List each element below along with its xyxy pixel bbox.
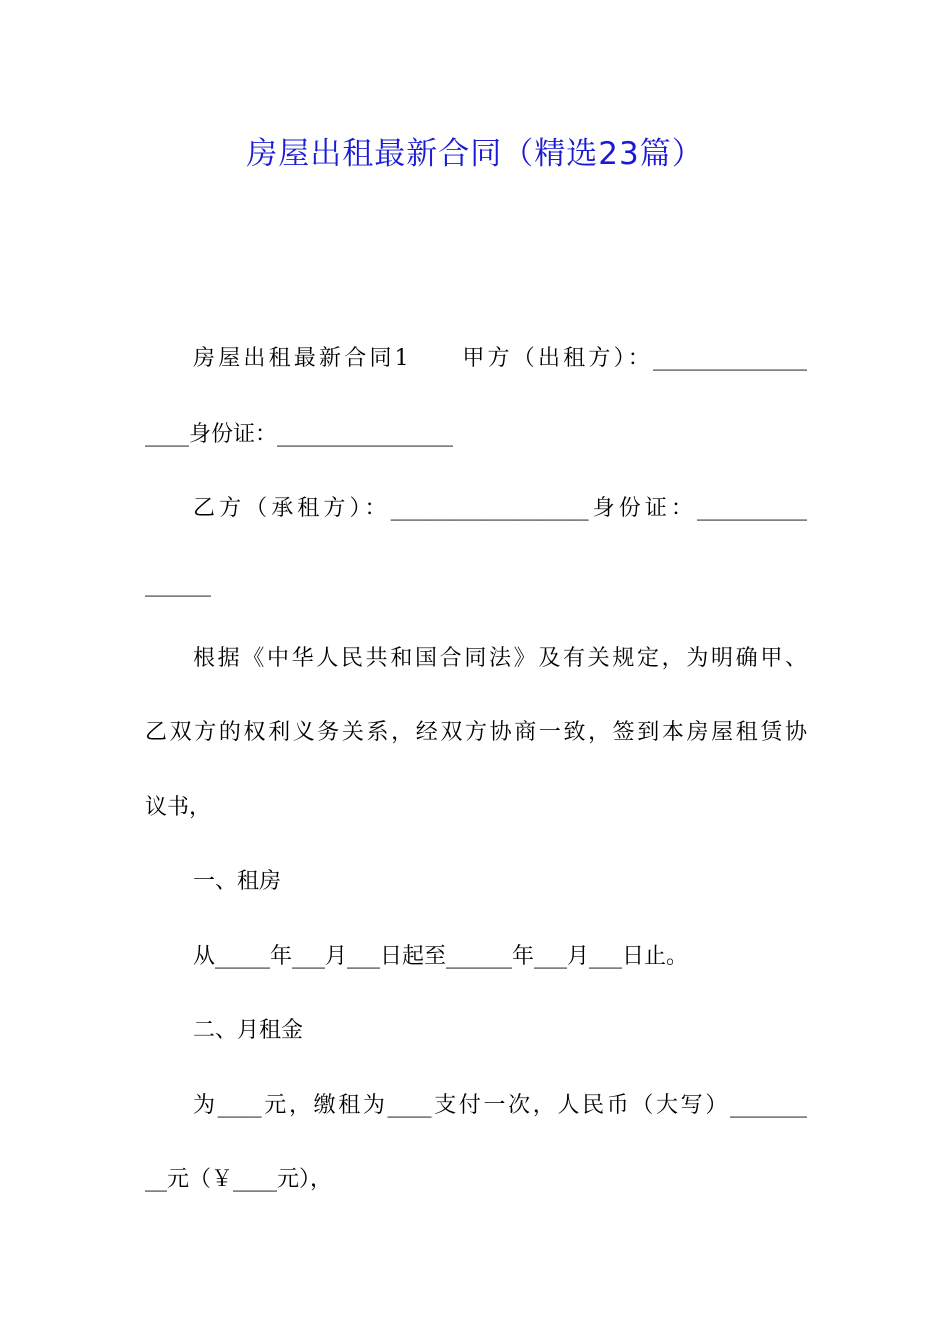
text-line: ______ xyxy=(145,572,211,597)
section-heading: 二、月租金 xyxy=(193,1018,304,1043)
text-line: 乙方（承租方）：__________________身份证：__________ xyxy=(193,496,807,521)
text-line: ____身份证：________________ xyxy=(145,422,454,447)
text-line: 根据《中华人民共和国合同法》及有关规定，为明确甲、 xyxy=(193,646,807,671)
section-heading: 一、租房 xyxy=(193,869,282,894)
text-line: 为____元，缴租为____支付一次，人民币（大写）_______ xyxy=(193,1093,807,1118)
text-line: 乙双方的权利义务关系，经双方协商一致，签到本房屋租赁协 xyxy=(145,720,807,745)
text-line: __元（￥____元）， xyxy=(145,1167,333,1192)
text-line: 议书， xyxy=(145,795,212,820)
text-line: 房屋出租最新合同1 甲方（出租方）：______________ xyxy=(193,346,807,371)
text-line: 从_____年___月___日起至______年___月___日止。 xyxy=(193,944,689,969)
document-title: 房屋出租最新合同（精选23篇） xyxy=(246,136,704,172)
